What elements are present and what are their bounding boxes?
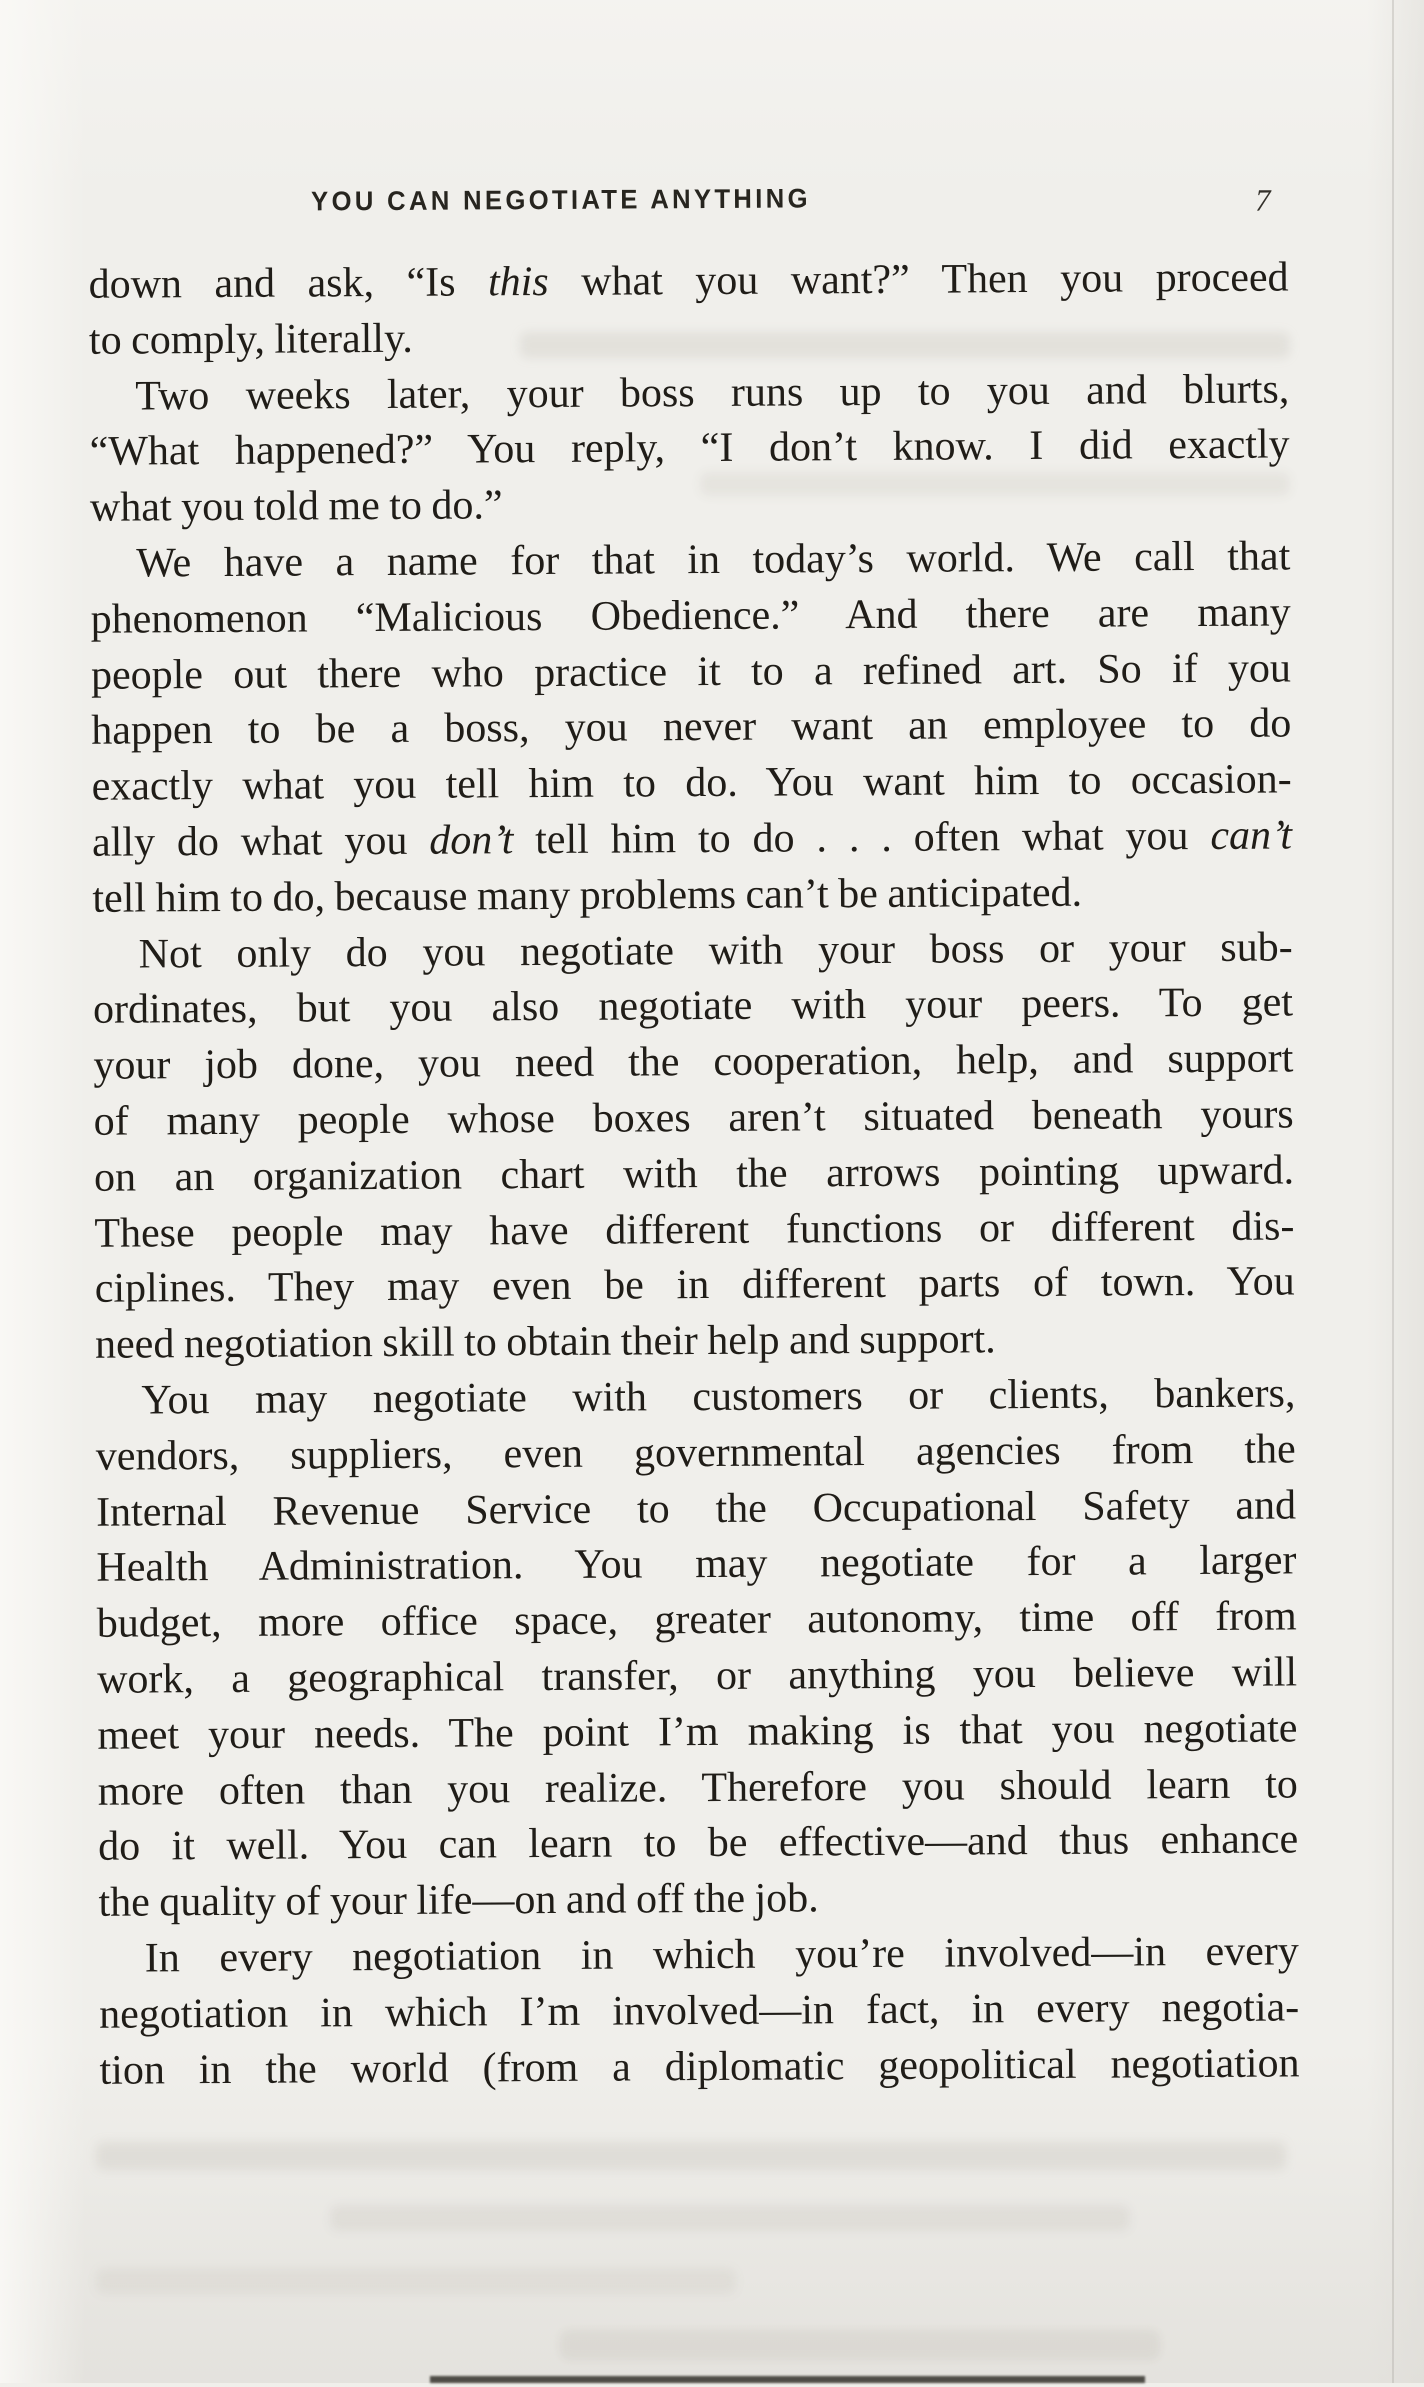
text-line: budget, more office space, greater autonomy, time off from: [96, 1593, 1297, 1647]
paragraph: [93, 920, 1296, 1374]
page-number: 7: [1255, 182, 1271, 218]
text-line: Two weeks later, your boss runs up to you and blurts,: [135, 366, 1290, 420]
text-line: tion in the world (from a diplomatic geopolitical negotiation: [99, 2039, 1300, 2094]
text-block: [88, 250, 1299, 2099]
text-line: exactly what you tell him to do. You want him to occasion-: [91, 756, 1292, 810]
text-line: negotiation in which I’m involved—in fact, in every negotia-: [99, 1984, 1300, 2038]
running-title: YOU CAN NEGOTIATE ANYTHING: [311, 183, 811, 217]
text-line: We have a name for that in today’s world. We call that: [136, 533, 1291, 587]
paragraph: [99, 1924, 1300, 2099]
text-line: on an organization chart with the arrows pointing upward.: [93, 1147, 1295, 1201]
text-line: ciplines. They may even be in different parts of town. You: [94, 1258, 1295, 1313]
text-line: ordinates, but you also negotiate with your peers. To get: [92, 979, 1294, 1034]
text-line: These people may have different functions or different dis-: [94, 1202, 1295, 1257]
text-line: vendors, suppliers, even governmental agencies from the: [95, 1426, 1296, 1480]
text-line: to comply, literally.: [88, 315, 413, 364]
text-line: your job done, you need the cooperation, help, and support: [93, 1035, 1294, 1089]
paragraph: [90, 529, 1292, 927]
text-line: “What happened?” You reply, “I don’t know. I did exactly: [89, 421, 1290, 476]
text-line: In every negotiation in which you’re involved—in every: [144, 1928, 1299, 1982]
text-line: happen to be a boss, you never want an employee to do: [91, 700, 1292, 755]
text-line: of many people whose boxes aren’t situated beneath yours: [93, 1091, 1294, 1145]
bottom-shadow-strip: [430, 2376, 1145, 2383]
paragraph: [88, 250, 1289, 369]
text-line: phenomenon “Malicious Obedience.” And there are many: [90, 589, 1291, 643]
text-line: Health Administration. You may negotiate for a larger: [96, 1537, 1297, 1592]
paragraph: [95, 1366, 1298, 1931]
text-line: people out there who practice it to a refined art. So if you: [90, 645, 1292, 699]
text-line: more often than you realize. Therefore you should learn to: [97, 1760, 1298, 1815]
text-line: down and ask, “Is this what you want?” Then you proceed: [88, 254, 1289, 308]
text-line: need negotiation skill to obtain their help and support.: [94, 1316, 996, 1368]
text-line: do it well. You can learn to be effective—and thus enhance: [98, 1816, 1299, 1871]
text-line: tell him to do, because many problems can’t be anticipated.: [92, 869, 1083, 922]
text-line: work, a geographical transfer, or anything you believe will: [96, 1649, 1298, 1703]
text-line: what you told me to do.”: [89, 482, 503, 531]
text-line: the quality of your life—on and off the job.: [98, 1875, 819, 1926]
text-line: ally do what you don’t tell him to do . . . often what you can’t: [91, 812, 1293, 866]
text-line: You may negotiate with customers or clients, bankers,: [141, 1370, 1296, 1424]
text-line: meet your needs. The point I’m making is that you negotiate: [97, 1705, 1298, 1759]
text-line: Not only do you negotiate with your boss or your sub-: [138, 924, 1293, 978]
text-line: Internal Revenue Service to the Occupational Safety and: [95, 1481, 1297, 1536]
paragraph: [89, 362, 1290, 537]
